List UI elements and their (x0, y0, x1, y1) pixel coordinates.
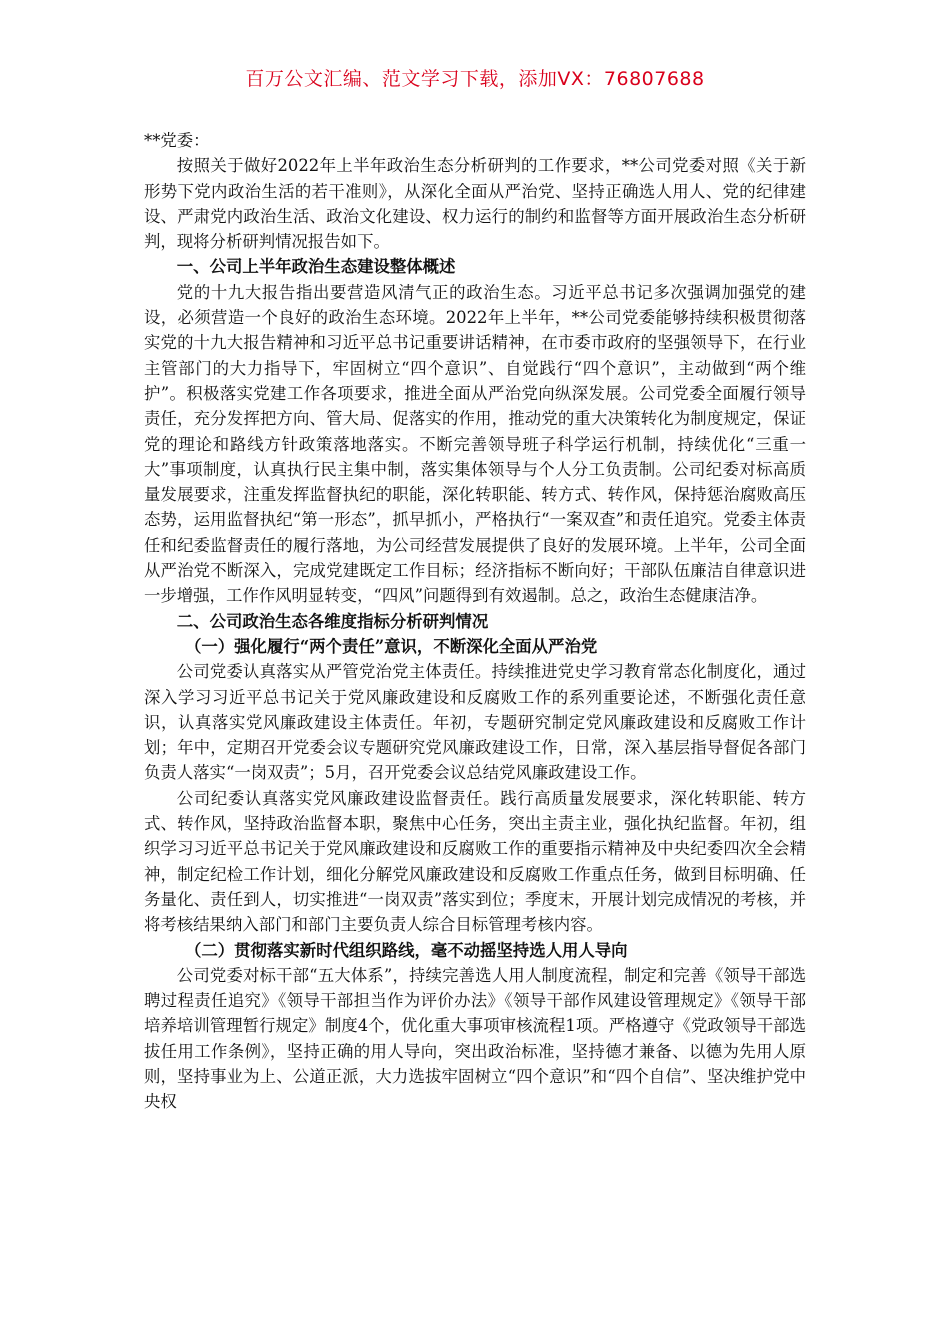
document-body (144, 128, 806, 1115)
subsection-2-paragraph-1: 公司党委对标干部“五大体系”，持续完善选人用人制度流程，制定和完善《领导干部选聘过程责任追究》《领导干部担当作为评价办法》《领导干部作风建设管理规定》《领导干部培养培训管理暂行规定》制度4个，优化重大事项审核流程1项。严格遵守《党政领导干部选拔任用工作条例》，坚持正确的用人导向，突出政治标准，坚持德才兼备、以德为先用人原则，坚持事业为上、公道正派，大力选拔牢固树立“四个意识”和“四个自信”、坚决维护党中央权 (144, 965, 806, 1112)
subsection-1-heading: （一）强化履行“两个责任”意识，不断深化全面从严治党 (185, 636, 598, 656)
subsection-2-heading: （二）贯彻落实新时代组织路线，毫不动摇坚持选人用人导向 (185, 940, 628, 960)
intro-paragraph: 按照关于做好2022年上半年政治生态分析研判的工作要求，**公司党委对照《关于新形势下党内政治生活的若干准则》，从深化全面从严治党、坚持正确选人用人、党的纪律建设、严肃党内政治生活、政治文化建设、权力运行的制约和监督等方面开展政治生态分析研判，现将分析研判情况报告如下。 (144, 156, 806, 252)
download-banner: 百万公文汇编、范文学习下载，添加VX：76807688 (245, 68, 705, 90)
section-1-heading: 一、公司上半年政治生态建设整体概述 (176, 257, 456, 277)
subsection-1-paragraph-2: 公司纪委认真落实党风廉政建设监督责任。践行高质量发展要求，深化转职能、转方式、转作风，坚持政治监督本职，聚焦中心任务，突出主责主业，强化执纪监督。年初，组织学习习近平总书记关于党风廉政建设和反腐败工作的重要指示精神及中央纪委四次全会精神，制定纪检工作计划，细化分解党风廉政建设和反腐败工作重点任务，做到目标明确、任务量化、责任到人，切实推进“一岗双责”落实到位；季度末，开展计划完成情况的考核，并将考核结果纳入部门和部门主要负责人综合目标管理考核内容。 (144, 788, 806, 935)
salutation: **党委： (144, 131, 210, 150)
subsection-1-paragraph-1: 公司党委认真落实从严管党治党主体责任。持续推进党史学习教育常态化制度化，通过深入学习习近平总书记关于党风廉政建设和反腐败工作的系列重要论述，不断强化责任意识，认真落实党风廉政建设主体责任。年初，专题研究制定党风廉政建设和反腐败工作计划；年中，定期召开党委会议专题研究党风廉政建设工作，日常，深入基层指导督促各部门负责人落实“一岗双责”；5月，召开党委会议总结党风廉政建设工作。 (144, 662, 806, 783)
section-2-heading: 二、公司政治生态各维度指标分析研判情况 (176, 611, 489, 631)
section-1-paragraph: 党的十九大报告指出要营造风清气正的政治生态。习近平总书记多次强调加强党的建设，必须营造一个良好的政治生态环境。2022年上半年，**公司党委能够持续积极贯彻落实党的十九大报告精神和习近平总书记重要讲话精神，在市委市政府的坚强领导下，在行业主管部门的大力指导下，牢固树立“四个意识”、自觉践行“四个意识”，主动做到“两个维护”。积极落实党建工作各项要求，推进全面从严治党向纵深发展。公司党委全面履行领导责任，充分发挥把方向、管大局、促落实的作用，推动党的重大决策转化为制度规定，保证党的理论和路线方针政策落地落实。不断完善领导班子科学运行机制，持续优化“三重一大”事项制度，认真执行民主集中制，落实集体领导与个人分工负责制。公司纪委对标高质量发展要求，注重发挥监督执纪的职能，深化转职能、转方式、转作风，保持惩治腐败高压态势，运用监督执纪“第一形态”，抓早抓小，严格执行“一案双查”和责任追究。党委主体责任和纪委监督责任的履行落地，为公司经营发展提供了良好的发展环境。上半年，公司全面从严治党不断深入，完成党建既定工作目标；经济指标不断向好；干部队伍廉洁自律意识进一步增强，工作作风明显转变，“四风”问题得到有效遏制。总之，政治生态健康洁净。 (144, 282, 806, 606)
